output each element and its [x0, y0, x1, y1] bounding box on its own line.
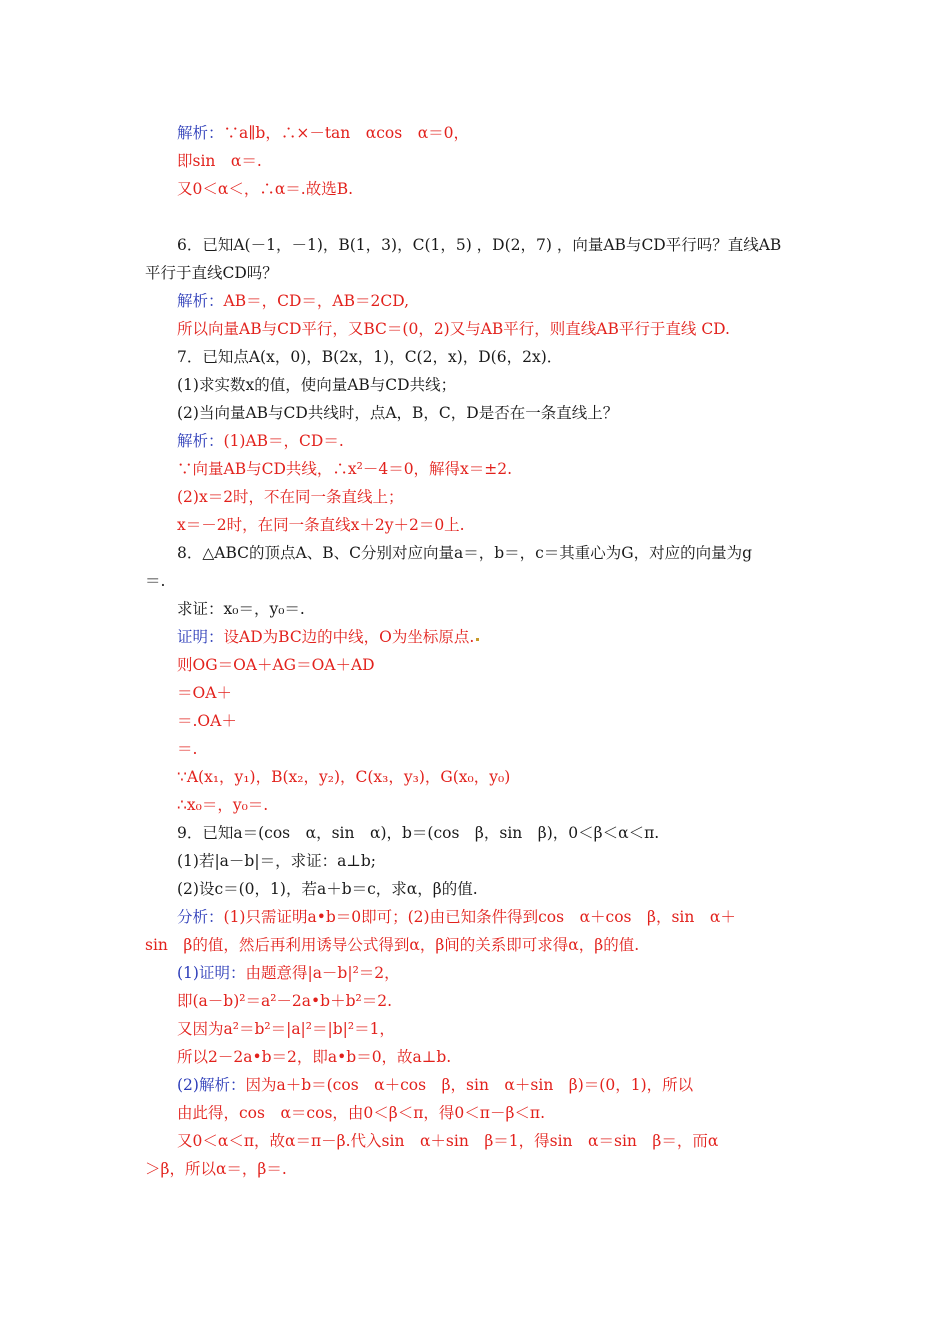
- proof-text: 设AD为BC边的中线，O为坐标原点.: [223, 628, 475, 646]
- q7-solution-line-4: x＝－2时，在同一条直线x＋2y＋2＝0上.: [177, 516, 465, 534]
- solution-label: (2)解析：: [177, 1076, 246, 1094]
- q8-question-line-2: ＝.: [145, 572, 166, 590]
- q8-proof-line-1: [177, 627, 479, 647]
- q7-question-line-3: (2)当向量AB与CD共线时，点A，B，C，D是否在一条直线上？: [177, 404, 619, 422]
- q9-analysis-line-1: [177, 907, 736, 927]
- q5-solution-line-3: 又0＜α＜，∴α＝.故选B.: [177, 180, 354, 198]
- q6-solution-line-2: 所以向量AB与CD平行，又BC＝(0，2)又与AB平行，则直线AB平行于直线 CD.: [177, 320, 730, 338]
- q9-solution-line-3: 又0＜α＜π，故α＝π－β.代入sin α＋sin β＝1，得sin α＝sin β＝，而α: [177, 1132, 719, 1150]
- q6-solution-line-1: [177, 291, 409, 311]
- q8-proof-line-5: ＝.: [177, 740, 198, 758]
- q7-solution-line-2: ∵向量AB与CD共线，∴x²－4＝0，解得x＝±2.: [177, 460, 513, 478]
- analysis-text: (1)只需证明a•b＝0即可；(2)由已知条件得到cos α＋cos β，sin α＋: [223, 908, 736, 926]
- q7-question-line-2: (1)求实数x的值，使向量AB与CD共线；: [177, 376, 457, 394]
- solution-label: 解析：: [177, 432, 224, 450]
- q8-proof-line-2: 则OG＝OA＋AG＝OA＋AD: [177, 656, 375, 674]
- solution-text: (1)AB＝，CD＝.: [223, 432, 344, 450]
- q7-solution-line-1: [177, 431, 344, 451]
- stray-mark: [476, 638, 479, 641]
- q8-proof-line-4: ＝.OA＋: [177, 712, 237, 730]
- q7-solution-line-3: (2)x＝2时，不在同一条直线上；: [177, 488, 404, 506]
- q9-solution-line-4: ＞β，所以α＝，β＝.: [145, 1160, 287, 1178]
- proof-text: 由题意得|a－b|²＝2，: [245, 964, 400, 982]
- solution-text: 因为a＋b＝(cos α＋cos β，sin α＋sin β)＝(0，1)，所以: [245, 1076, 694, 1094]
- q8-question-line-3: 求证：x₀＝，y₀＝.: [177, 600, 305, 618]
- q5-solution-line-2: 即sin α＝.: [177, 152, 262, 170]
- q9-proof-line-2: 即(a－b)²＝a²－2a•b＋b²＝2.: [177, 992, 393, 1010]
- q9-question-line-3: (2)设c＝(0，1)，若a＋b＝c，求α，β的值.: [177, 880, 478, 898]
- q8-question-line-1: 8．△ABC的顶点A、B、C分别对应向量a＝，b＝，c＝其重心为G，对应的向量为g: [177, 544, 753, 562]
- q8-proof-line-7: ∴x₀＝，y₀＝.: [177, 796, 269, 814]
- analysis-label: 分析：: [177, 908, 224, 926]
- q6-question-line-1: 6．已知A(－1，－1)，B(1，3)，C(1，5) ，D(2，7) ，向量AB与CD平行吗？直线AB: [177, 236, 782, 254]
- q8-proof-line-3: ＝OA＋: [177, 684, 232, 702]
- q9-proof-line-4: 所以2－2a•b＝2，即a•b＝0，故a⊥b.: [177, 1048, 452, 1066]
- proof-label: (1)证明：: [177, 964, 246, 982]
- q5-solution-line-1: [177, 123, 469, 143]
- solution-label: 解析：: [177, 292, 224, 310]
- q6-question-text: 平行于直线CD吗？: [145, 264, 278, 282]
- q9-question-line-2: (1)若|a－b|＝，求证：a⊥b;: [177, 852, 377, 870]
- q7-question-line-1: 7．已知点A(x，0)，B(2x，1)，C(2，x)，D(6，2x)．: [177, 348, 563, 366]
- solution-text: ∵a∥b，∴×－tan αcos α＝0，: [223, 124, 470, 142]
- q9-proof-line-3: 又因为a²＝b²＝|a|²＝|b|²＝1，: [177, 1020, 395, 1038]
- q6-question-line-2: [145, 263, 278, 283]
- q9-proof-line-1: [177, 963, 400, 983]
- solution-label: 解析：: [177, 124, 224, 142]
- proof-label: 证明：: [177, 628, 224, 646]
- q9-solution-line-2: 由此得，cos α＝cos，由0＜β＜π，得0＜π－β＜π.: [177, 1104, 546, 1122]
- q9-solution-line-1: [177, 1075, 693, 1095]
- q9-question-line-1: 9．已知a＝(cos α，sin α)，b＝(cos β，sin β)，0＜β＜α＜π.: [177, 824, 660, 842]
- solution-text: AB＝，CD＝，AB＝2CD,: [223, 292, 409, 310]
- q9-analysis-line-2: sin β的值，然后再利用诱导公式得到α，β间的关系即可求得α，β的值.: [145, 936, 640, 954]
- q8-proof-line-6: ∵A(x₁，y₁)，B(x₂，y₂)，C(x₃，y₃)，G(x₀，y₀): [177, 768, 511, 786]
